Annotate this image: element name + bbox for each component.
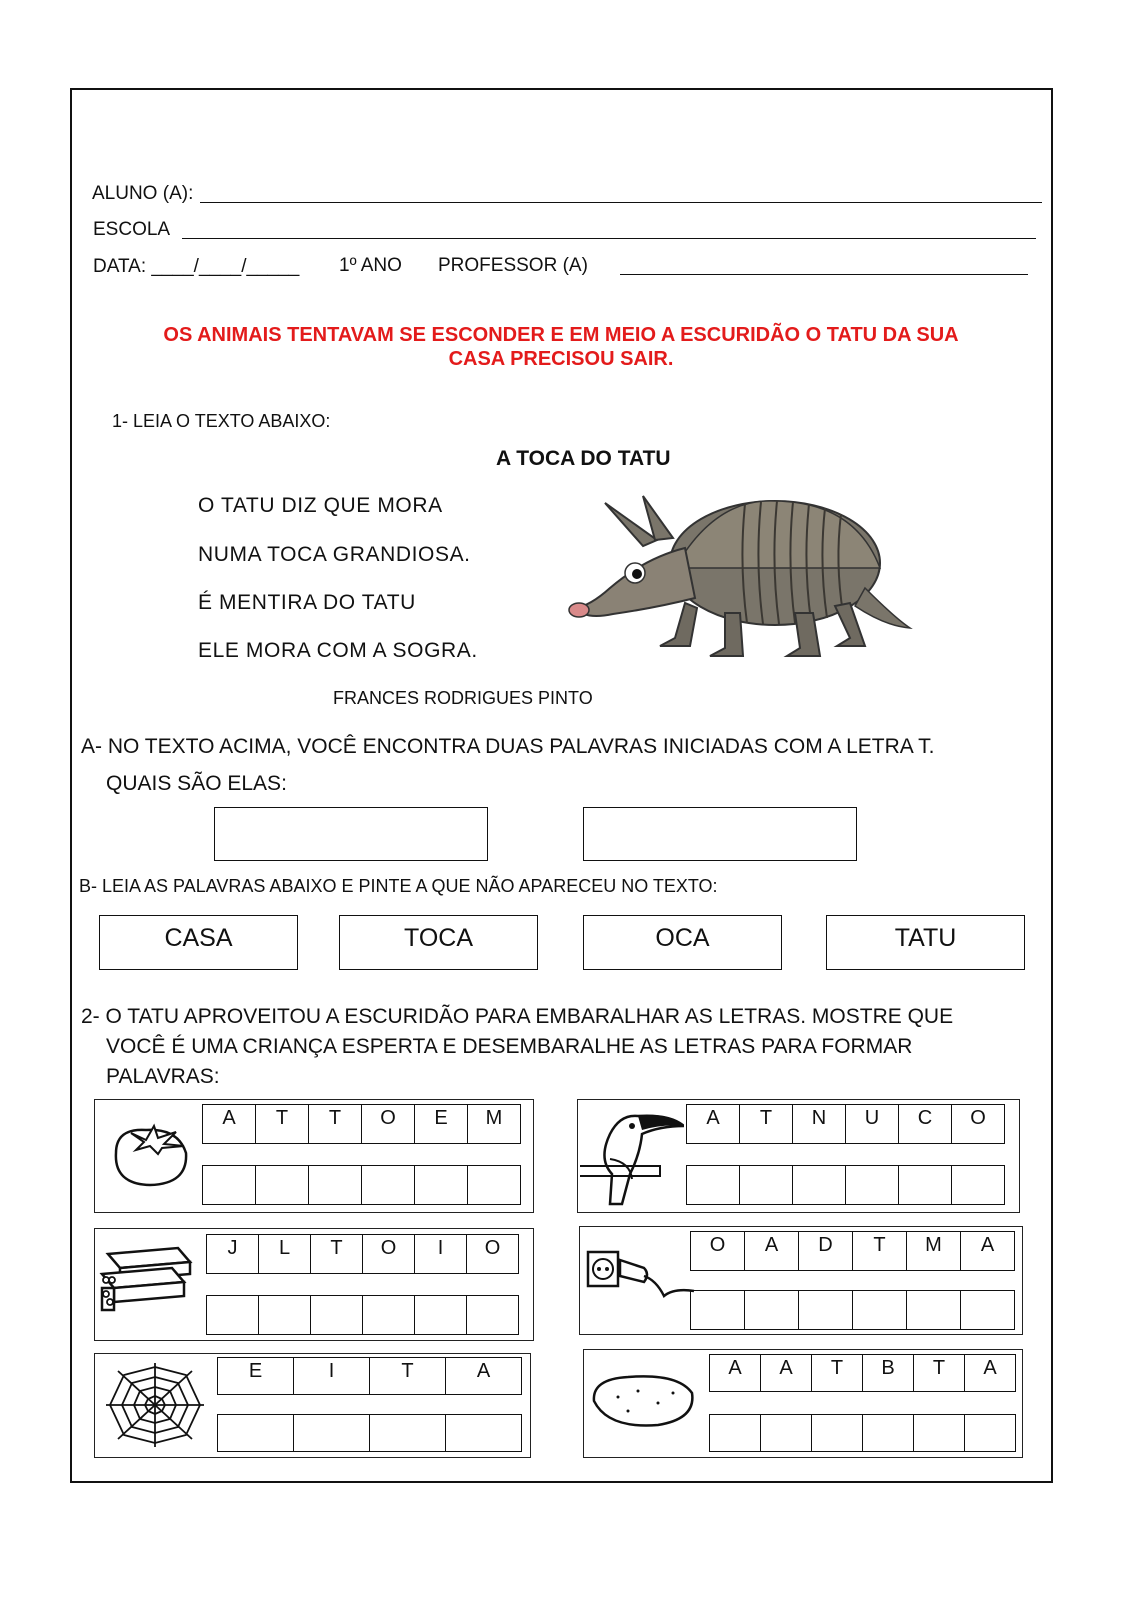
poem-line: ELE MORA COM A SOGRA. bbox=[198, 639, 478, 662]
intro-line-1: OS ANIMAIS TENTAVAM SE ESCONDER E EM MEIO A ESCURIDÃO O TATU DA SUA bbox=[163, 324, 959, 346]
letter-cell: O bbox=[951, 1104, 1005, 1144]
plug-socket-icon bbox=[584, 1246, 696, 1308]
letter-cell: A bbox=[202, 1104, 256, 1144]
answer-cell[interactable] bbox=[255, 1165, 309, 1205]
answer-cell[interactable] bbox=[690, 1290, 745, 1330]
aluno-field[interactable] bbox=[200, 202, 1042, 203]
spider-web-icon bbox=[104, 1361, 206, 1449]
poem-line: NUMA TOCA GRANDIOSA. bbox=[198, 543, 471, 566]
answer-cell[interactable] bbox=[739, 1165, 793, 1205]
scrambled-row-plug bbox=[690, 1231, 1015, 1271]
letter-cell: I bbox=[293, 1357, 370, 1395]
word-option-casa[interactable]: CASA bbox=[99, 915, 298, 970]
scrambled-row-bricks bbox=[206, 1234, 519, 1274]
answer-cell[interactable] bbox=[310, 1295, 363, 1335]
q2-line-1: 2- O TATU APROVEITOU A ESCURIDÃO PARA EMBARALHAR AS LETRAS. MOSTRE QUE bbox=[81, 1005, 954, 1028]
answer-cell[interactable] bbox=[951, 1165, 1005, 1205]
letter-cell: E bbox=[217, 1357, 294, 1395]
bricks-icon bbox=[98, 1244, 194, 1316]
poem-author: FRANCES RODRIGUES PINTO bbox=[333, 688, 593, 708]
q1-instruction: 1- LEIA O TEXTO ABAIXO: bbox=[112, 411, 331, 431]
poem-line: O TATU DIZ QUE MORA bbox=[198, 494, 443, 517]
letter-cell: A bbox=[760, 1354, 812, 1392]
answer-cell[interactable] bbox=[466, 1295, 519, 1335]
answer-box-2[interactable] bbox=[583, 807, 857, 861]
letter-cell: T bbox=[369, 1357, 446, 1395]
intro-line-2: CASA PRECISOU SAIR. bbox=[448, 348, 674, 370]
escola-field[interactable] bbox=[182, 238, 1036, 239]
letter-cell: J bbox=[206, 1234, 259, 1274]
letter-cell: A bbox=[744, 1231, 799, 1271]
professor-label: PROFESSOR (A) bbox=[438, 255, 588, 276]
letter-cell: N bbox=[792, 1104, 846, 1144]
answer-cell[interactable] bbox=[361, 1165, 415, 1205]
professor-field[interactable] bbox=[620, 274, 1028, 275]
letter-cell: T bbox=[310, 1234, 363, 1274]
letter-cell: A bbox=[964, 1354, 1016, 1392]
answer-cell[interactable] bbox=[308, 1165, 362, 1205]
letter-cell: D bbox=[798, 1231, 853, 1271]
answer-cell[interactable] bbox=[709, 1414, 761, 1452]
answer-row-toucan bbox=[686, 1165, 1005, 1205]
answer-cell[interactable] bbox=[414, 1165, 468, 1205]
answer-row-web bbox=[217, 1414, 522, 1452]
letter-cell: T bbox=[852, 1231, 907, 1271]
letter-cell: O bbox=[466, 1234, 519, 1274]
answer-cell[interactable] bbox=[906, 1290, 961, 1330]
word-option-toca[interactable]: TOCA bbox=[339, 915, 538, 970]
letter-cell: O bbox=[361, 1104, 415, 1144]
letter-cell: A bbox=[960, 1231, 1015, 1271]
scrambled-row-toucan bbox=[686, 1104, 1005, 1144]
answer-cell[interactable] bbox=[445, 1414, 522, 1452]
letter-cell: I bbox=[414, 1234, 467, 1274]
word-option-tatu[interactable]: TATU bbox=[826, 915, 1025, 970]
letter-cell: A bbox=[445, 1357, 522, 1395]
letter-cell: M bbox=[906, 1231, 961, 1271]
answer-cell[interactable] bbox=[206, 1295, 259, 1335]
answer-cell[interactable] bbox=[960, 1290, 1015, 1330]
scrambled-row-web bbox=[217, 1357, 522, 1395]
answer-cell[interactable] bbox=[852, 1290, 907, 1330]
answer-cell[interactable] bbox=[362, 1295, 415, 1335]
qb-instruction: B- LEIA AS PALAVRAS ABAIXO E PINTE A QUE NÃO APARECEU NO TEXTO: bbox=[79, 876, 718, 896]
answer-cell[interactable] bbox=[217, 1414, 294, 1452]
answer-cell[interactable] bbox=[964, 1414, 1016, 1452]
letter-cell: T bbox=[739, 1104, 793, 1144]
answer-cell[interactable] bbox=[845, 1165, 899, 1205]
toucan-icon bbox=[580, 1104, 684, 1208]
armadillo-illustration bbox=[565, 488, 915, 668]
answer-cell[interactable] bbox=[798, 1290, 853, 1330]
answer-cell[interactable] bbox=[898, 1165, 952, 1205]
letter-cell: O bbox=[690, 1231, 745, 1271]
answer-row-bricks bbox=[206, 1295, 519, 1335]
answer-cell[interactable] bbox=[760, 1414, 812, 1452]
letter-cell: T bbox=[811, 1354, 863, 1392]
q2-line-3: PALAVRAS: bbox=[106, 1065, 220, 1088]
escola-label: ESCOLA bbox=[93, 219, 171, 240]
answer-row-tomato bbox=[202, 1165, 521, 1205]
answer-row-plug bbox=[690, 1290, 1015, 1330]
answer-cell[interactable] bbox=[293, 1414, 370, 1452]
potato-icon bbox=[588, 1371, 696, 1429]
letter-cell: T bbox=[308, 1104, 362, 1144]
letter-cell: O bbox=[362, 1234, 415, 1274]
answer-cell[interactable] bbox=[744, 1290, 799, 1330]
answer-cell[interactable] bbox=[811, 1414, 863, 1452]
letter-cell: M bbox=[467, 1104, 521, 1144]
letter-cell: B bbox=[862, 1354, 914, 1392]
letter-cell: A bbox=[709, 1354, 761, 1392]
answer-cell[interactable] bbox=[792, 1165, 846, 1205]
poem-title: A TOCA DO TATU bbox=[496, 447, 671, 470]
ano-label: 1º ANO bbox=[339, 255, 402, 276]
letter-cell: A bbox=[686, 1104, 740, 1144]
letter-cell: U bbox=[845, 1104, 899, 1144]
answer-row-potato bbox=[709, 1414, 1016, 1452]
answer-box-1[interactable] bbox=[214, 807, 488, 861]
letter-cell: C bbox=[898, 1104, 952, 1144]
tomato-icon bbox=[106, 1118, 194, 1188]
answer-cell[interactable] bbox=[369, 1414, 446, 1452]
answer-cell[interactable] bbox=[414, 1295, 467, 1335]
scrambled-row-potato bbox=[709, 1354, 1016, 1392]
answer-cell[interactable] bbox=[913, 1414, 965, 1452]
q2-line-2: VOCÊ É UMA CRIANÇA ESPERTA E DESEMBARALHE AS LETRAS PARA FORMAR bbox=[106, 1035, 913, 1058]
answer-cell[interactable] bbox=[258, 1295, 311, 1335]
poem-line: É MENTIRA DO TATU bbox=[198, 591, 416, 614]
letter-cell: L bbox=[258, 1234, 311, 1274]
aluno-label: ALUNO (A): bbox=[92, 183, 194, 204]
qa-line-2: QUAIS SÃO ELAS: bbox=[106, 772, 287, 795]
letter-cell: T bbox=[255, 1104, 309, 1144]
letter-cell: T bbox=[913, 1354, 965, 1392]
answer-cell[interactable] bbox=[467, 1165, 521, 1205]
letter-cell: E bbox=[414, 1104, 468, 1144]
data-label: DATA: ____/____/_____ bbox=[93, 256, 300, 277]
word-option-oca[interactable]: OCA bbox=[583, 915, 782, 970]
qa-line-1: A- NO TEXTO ACIMA, VOCÊ ENCONTRA DUAS PALAVRAS INICIADAS COM A LETRA T. bbox=[81, 735, 935, 758]
answer-cell[interactable] bbox=[686, 1165, 740, 1205]
scrambled-row-tomato bbox=[202, 1104, 521, 1144]
answer-cell[interactable] bbox=[202, 1165, 256, 1205]
answer-cell[interactable] bbox=[862, 1414, 914, 1452]
